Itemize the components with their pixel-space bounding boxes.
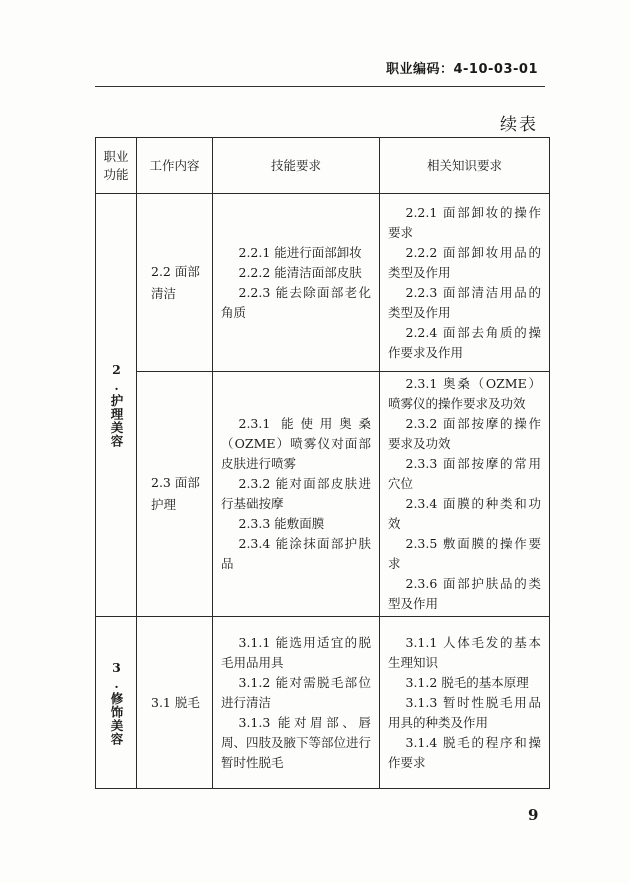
knowledge-item: 2.3.3 面部按摩的常用穴位 <box>388 456 541 491</box>
knowledge-item: 3.1.1 人体毛发的基本生理知识 <box>388 634 541 670</box>
skill-item: 2.2.3 能去除面部老化角质 <box>221 284 371 320</box>
knowledge-item: 2.2.2 面部卸妆用品的类型及作用 <box>388 244 541 280</box>
knowledge-cell <box>380 194 550 372</box>
knowledge-item: 2.2.3 面部清洁用品的类型及作用 <box>388 284 541 320</box>
function-label: 2.护理美容 <box>109 362 124 448</box>
skill-cell <box>213 617 380 789</box>
knowledge-item: 2.3.4 面膜的种类和功效 <box>388 496 541 531</box>
function-cell <box>96 194 137 617</box>
skill-item: 2.3.3 能敷面膜 <box>238 516 325 531</box>
knowledge-item: 2.2.4 面部去角质的操作要求及作用 <box>388 324 541 360</box>
table-header-row <box>96 138 550 194</box>
knowledge-item: 2.3.6 面部护肤品的类型及作用 <box>388 576 541 611</box>
header-function-line2: 功能 <box>103 166 129 182</box>
skill-item: 2.2.2 能清洁面部皮肤 <box>238 264 362 280</box>
header-function <box>96 138 137 194</box>
work-cell: 2.2 面部清洁 <box>137 194 213 372</box>
function-cell <box>96 617 137 789</box>
header-rule <box>95 86 545 87</box>
knowledge-item: 3.1.4 脱毛的程序和操作要求 <box>388 734 541 770</box>
header-skill: 技能要求 <box>213 138 380 194</box>
skill-item: 2.3.2 能对面部皮肤进行基础按摩 <box>221 476 371 511</box>
table-row <box>96 372 550 617</box>
work-cell: 3.1 脱毛 <box>137 617 213 789</box>
table-row <box>96 617 550 789</box>
page-number: 9 <box>528 806 539 824</box>
skill-item: 2.3.4 能涂抹面部护肤品 <box>221 536 371 571</box>
continued-label: 续表 <box>500 115 538 135</box>
knowledge-item: 2.3.2 面部按摩的操作要求及功效 <box>388 416 541 451</box>
skill-cell <box>213 372 380 617</box>
knowledge-item: 3.1.2 脱毛的基本原理 <box>405 674 529 690</box>
skill-item: 2.3.1 能使用奥桑（OZME）喷雾仪对面部皮肤进行喷雾 <box>221 416 371 471</box>
skill-cell <box>213 194 380 372</box>
header-work: 工作内容 <box>137 138 213 194</box>
knowledge-item: 2.3.1 奥桑（OZME）喷雾仪的操作要求及功效 <box>388 376 541 411</box>
knowledge-cell <box>380 372 550 617</box>
knowledge-item: 3.1.3 暂时性脱毛用品用具的种类及作用 <box>388 694 541 730</box>
knowledge-item: 2.2.1 面部卸妆的操作要求 <box>388 204 541 240</box>
knowledge-item: 2.3.5 敷面膜的操作要求 <box>388 536 541 571</box>
header-knowledge: 相关知识要求 <box>380 138 550 194</box>
work-cell: 2.3 面部护理 <box>137 372 213 617</box>
skill-item: 3.1.1 能选用适宜的脱毛用品用具 <box>221 634 371 670</box>
skills-table <box>95 137 550 789</box>
function-label: 3.修饰美容 <box>109 659 124 746</box>
occupation-code: 职业编码：4-10-03-01 <box>385 62 538 77</box>
table-row <box>96 194 550 372</box>
header-function-line1: 职业 <box>103 148 129 164</box>
knowledge-cell <box>380 617 550 789</box>
skill-item: 3.1.3 能对眉部、唇周、四肢及腋下等部位进行暂时性脱毛 <box>221 714 372 770</box>
skill-item: 3.1.2 能对需脱毛部位进行清洁 <box>221 674 371 710</box>
skill-item: 2.2.1 能进行面部卸妆 <box>238 244 362 260</box>
